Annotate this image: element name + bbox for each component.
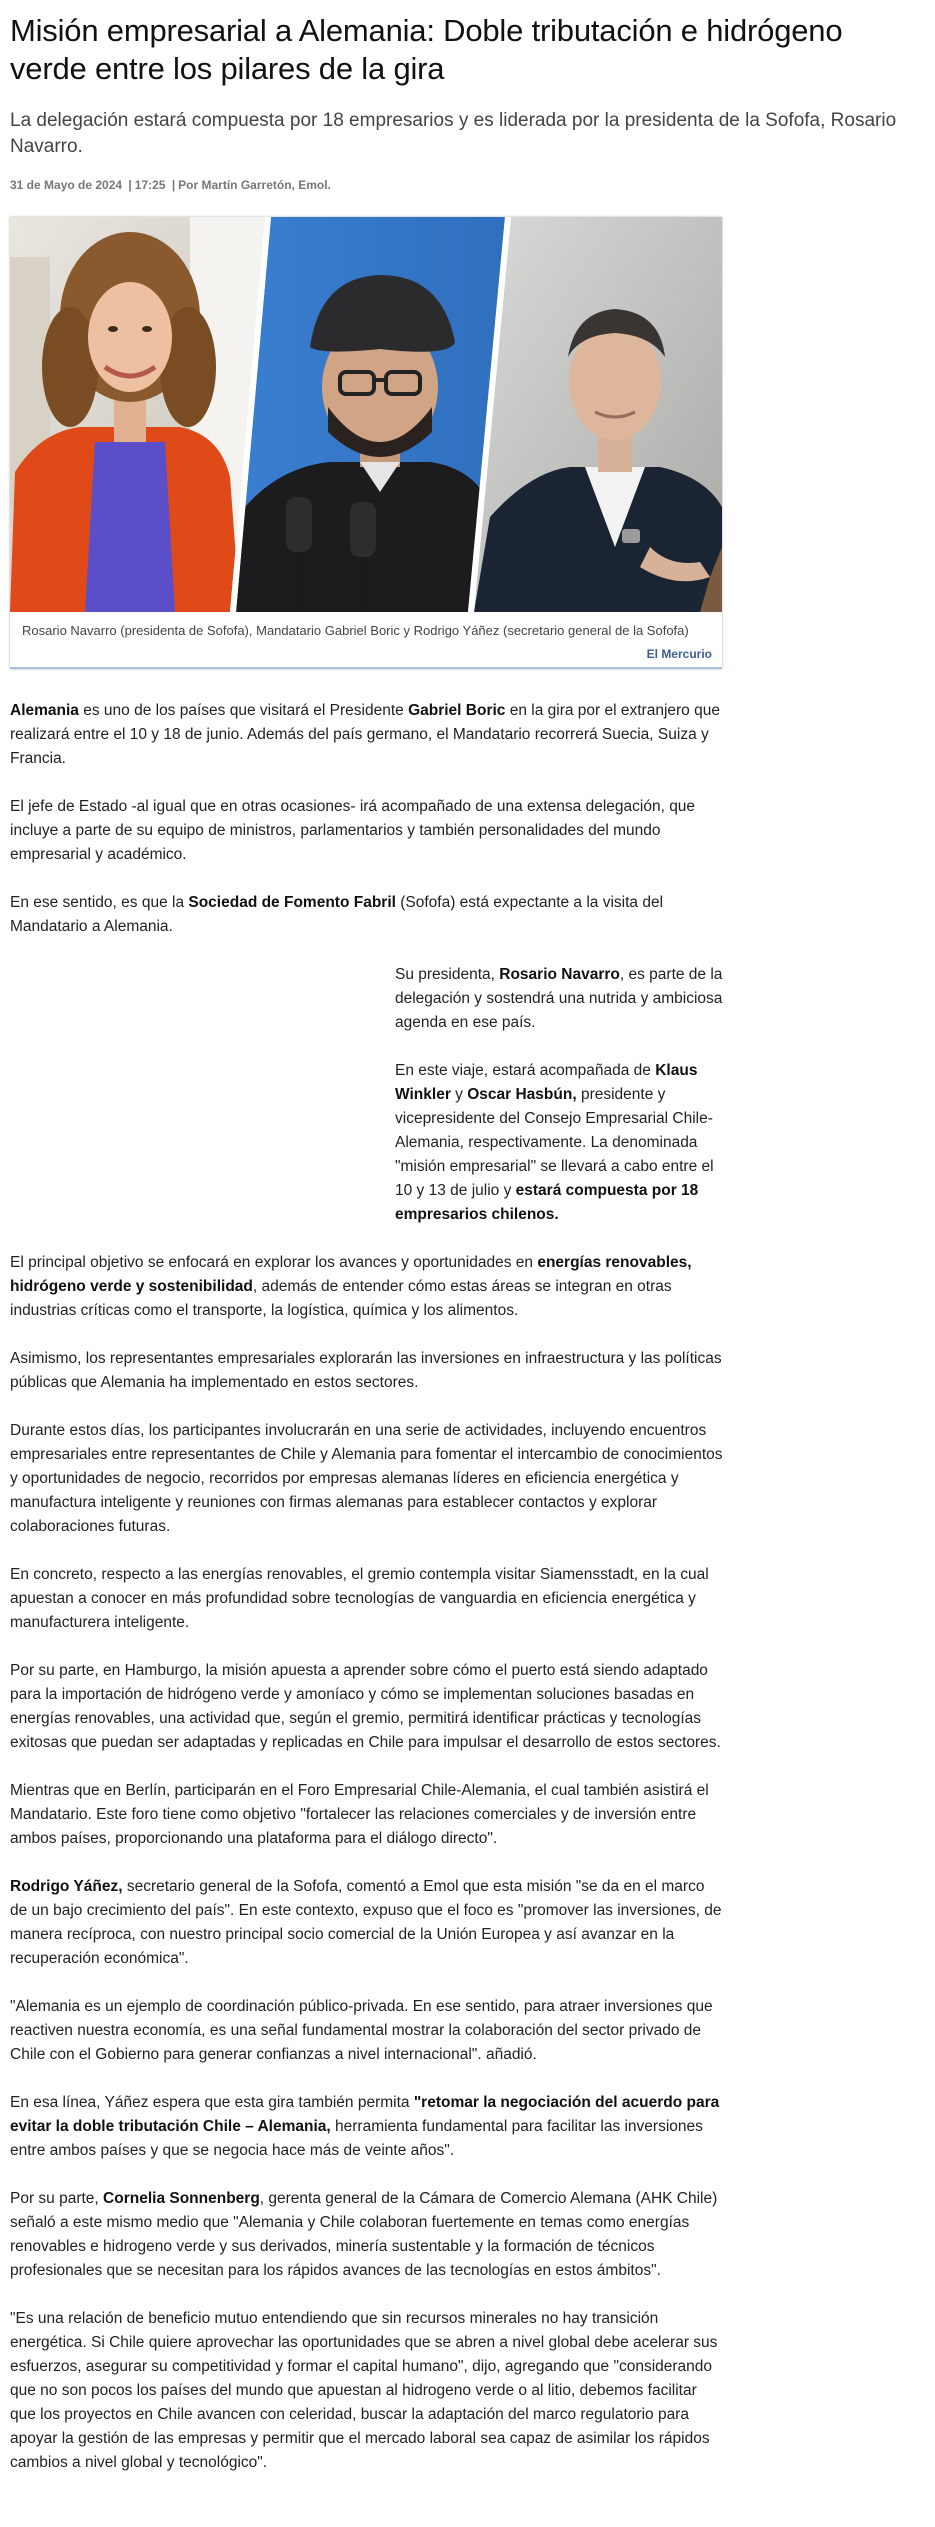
paragraph-text: , es parte de la delegación y sostendrá una nutrida y ambiciosa agenda en ese país. [395,966,723,1031]
lead-figure [10,217,722,669]
paragraph-text: En concreto, respecto a las energías renovables, el gremio contempla visitar Siamensstadt, en la cual apuestan a conocer en más profundidad sobre tecnologías de vanguardia en eficiencia energética y manufacturera inteligente. [10,1566,709,1631]
paragraph-text: presidente y vicepresidente del Consejo Empresarial Chile-Alemania, respectivamente. La denominada "misión empresarial" se llevará a cabo entre el 10 y 13 de julio y [395,1086,714,1199]
paragraph-text: , gerenta general de la Cámara de Comercio Alemana (AHK Chile) señaló a este mismo medio que "Alemania y Chile colaboran fuertemente en temas como energías renovables e hidrogeno verde y sus derivados, minería sustentable y la formación de técnicos profesionales que se necesitan para los rápidos avances de las tecnologías en estos ámbitos". [10,2190,718,2279]
paragraph-text: en la gira por el extranjero que realizará entre el 10 y 18 de junio. Además del país germano, el Mandatario recorrerá Suecia, Suiza y Francia. [10,702,720,767]
paragraph-text: secretario general de la Sofofa, comentó a Emol que esta misión "se da en el marco de un bajo crecimiento del país". En este contexto, expuso que el foco es "promover las inversiones, de manera recíproca, con nuestro principal socio comercial de la Unión Europea y así avanzar en la recuperación económica". [10,1878,722,1967]
byline-separator: | [128,178,132,192]
paragraph-text: El jefe de Estado -al igual que en otras ocasiones- irá acompañado de una extensa delegación, que incluye a parte de su equipo de ministros, parlamentarios y también personalidades del mundo empresarial y académico. [10,798,696,863]
paragraph-text: , además de entender cómo estas áreas se integran en otras industrias críticas como el transporte, la logística, química y los alimentos. [10,1278,672,1319]
article-paragraph [10,1659,725,1755]
article-body [10,699,725,2475]
paragraph-text: Durante estos días, los participantes involucrarán en una serie de actividades, incluyendo encuentros empresariales entre representantes de Chile y Alemania para fomentar el intercambio de conocimientos y oportunidades de negocio, recorridos por empresas alemanas líderes en eficiencia energética y manufactura inteligente y reuniones con firmas alemanas para establecer contactos y explorar colaboraciones futuras. [10,1422,723,1535]
bold-text: energías renovables, hidrógeno verde y sostenibilidad [10,1254,692,1295]
article-paragraph [10,1347,725,1395]
article-paragraph [10,2187,725,2283]
article-byline [10,177,925,193]
article-date: 31 de Mayo de 2024 [10,178,123,192]
paragraph-text: Su presidenta, [395,966,500,983]
bold-text: Rosario Navarro [499,966,620,983]
article-paragraph [10,1875,725,1971]
paragraph-text: herramienta fundamental para facilitar las inversiones entre ambos países y que se negocia hace más de veinte años". [10,2118,703,2159]
article-paragraph [10,1779,725,1851]
paragraph-text: Por su parte, [10,2190,104,2207]
bold-text: Alemania [10,702,79,719]
article-paragraph [10,891,725,939]
paragraph-text: (Sofofa) está expectante a la visita del Mandatario a Alemania. [10,894,664,935]
paragraph-text: En esa línea, Yáñez espera que esta gira también permita [10,2094,414,2111]
article-author: Por Martín Garretón, Emol. [178,178,331,192]
byline-separator: | [171,178,176,192]
photo-rodrigo-yanez [470,217,722,612]
photo-credit: El Mercurio [646,647,712,661]
paragraph-text: Por su parte, en Hamburgo, la misión apuesta a aprender sobre cómo el puerto está siendo adaptado para la importación de hidrógeno verde y amoníaco y cómo se implementan soluciones basadas en energías renovables, una actividad que, según el gremio, permitirá identificar prácticas y tecnologías exitosas que puedan ser adaptadas y replicadas en Chile para impulsar el desarrollo de estos sectores. [10,1662,721,1751]
article-paragraph [10,1995,725,2067]
paragraph-text: En este viaje, estará acompañada de [395,1062,656,1079]
article-paragraph [395,1059,725,1227]
article-paragraph [10,699,725,771]
figure-caption: Rosario Navarro (presidenta de Sofofa), Mandatario Gabriel Boric y Rodrigo Yáñez (secretario general de la Sofofa) [10,612,722,643]
paragraph-text: El principal objetivo se enfocará en explorar los avances y oportunidades en [10,1254,538,1271]
article-paragraph [10,2091,725,2163]
article-paragraph [395,963,725,1035]
paragraph-text: En ese sentido, es que la [10,894,189,911]
article-paragraph [10,1251,725,1323]
paragraph-text: Asimismo, los representantes empresariales explorarán las inversiones en infraestructura y las políticas públicas que Alemania ha implementado en estos sectores. [10,1350,722,1391]
bold-text: estará compuesta por 18 empresarios chilenos. [395,1182,699,1223]
paragraph-text: "Es una relación de beneficio mutuo entendiendo que sin recursos minerales no hay transición energética. Si Chile quiere aprovechar las oportunidades que se abren a nivel global debe acelerar sus esfuerzos, asegurar su competitividad y formar el capital humano", dijo, agregando que "considerando que no son pocos los países del mundo que apuestan al hidrogeno verde o al litio, debemos facilitar que los proyectos en Chile avancen con celeridad, buscar la adaptación del marco regulatorio para apoyar la gestión de las empresas y permitir que el mercado laboral sea capaz de asimilar los rápidos cambios a nivel global y tecnológico". [10,2310,718,2471]
article-paragraph [10,2307,725,2475]
paragraph-text: Mientras que en Berlín, participarán en el Foro Empresarial Chile-Alemania, el cual también asistirá el Mandatario. Este foro tiene como objetivo "fortalecer las relaciones comerciales y de inversión entre ambos países, proporcionando una plataforma para el diálogo directo". [10,1782,709,1847]
bold-text: Sociedad de Fomento Fabril [188,894,396,911]
article-subtitle: La delegación estará compuesta por 18 empresarios y es liderada por la presidenta de la Sofofa, Rosario Navarro. [10,110,897,157]
bold-text: Oscar Hasbún, [467,1086,577,1103]
paragraph-text: "Alemania es un ejemplo de coordinación público-privada. En ese sentido, para atraer inversiones que reactiven nuestra economía, es una señal fundamental mostrar la colaboración del sector privado de Chile con el Gobierno para generar confianzas a nivel internacional". añadió. [10,1998,713,2063]
photo-gabriel-boric [230,217,510,612]
bold-text: Cornelia Sonnenberg [103,2190,260,2207]
bold-text: Gabriel Boric [408,702,506,719]
article-paragraph [10,1419,725,1539]
article-title: Misión empresarial a Alemania: Doble tributación e hidrógeno verde entre los pilares de la gira [10,13,843,86]
lead-photo-collage[interactable] [10,217,722,612]
bold-text: "retomar la negociación del acuerdo para evitar la doble tributación Chile – Alemania, [10,2094,720,2135]
paragraph-text: y [450,1086,468,1103]
bold-text: Rodrigo Yáñez, [10,1878,123,1895]
article-paragraph [10,1563,725,1635]
article-paragraph [10,795,725,867]
paragraph-text: es uno de los países que visitará el Presidente [78,702,409,719]
bold-text: Klaus Winkler [395,1062,698,1103]
photo-rosario-navarro [10,217,270,612]
article-time: 17:25 [134,178,166,192]
